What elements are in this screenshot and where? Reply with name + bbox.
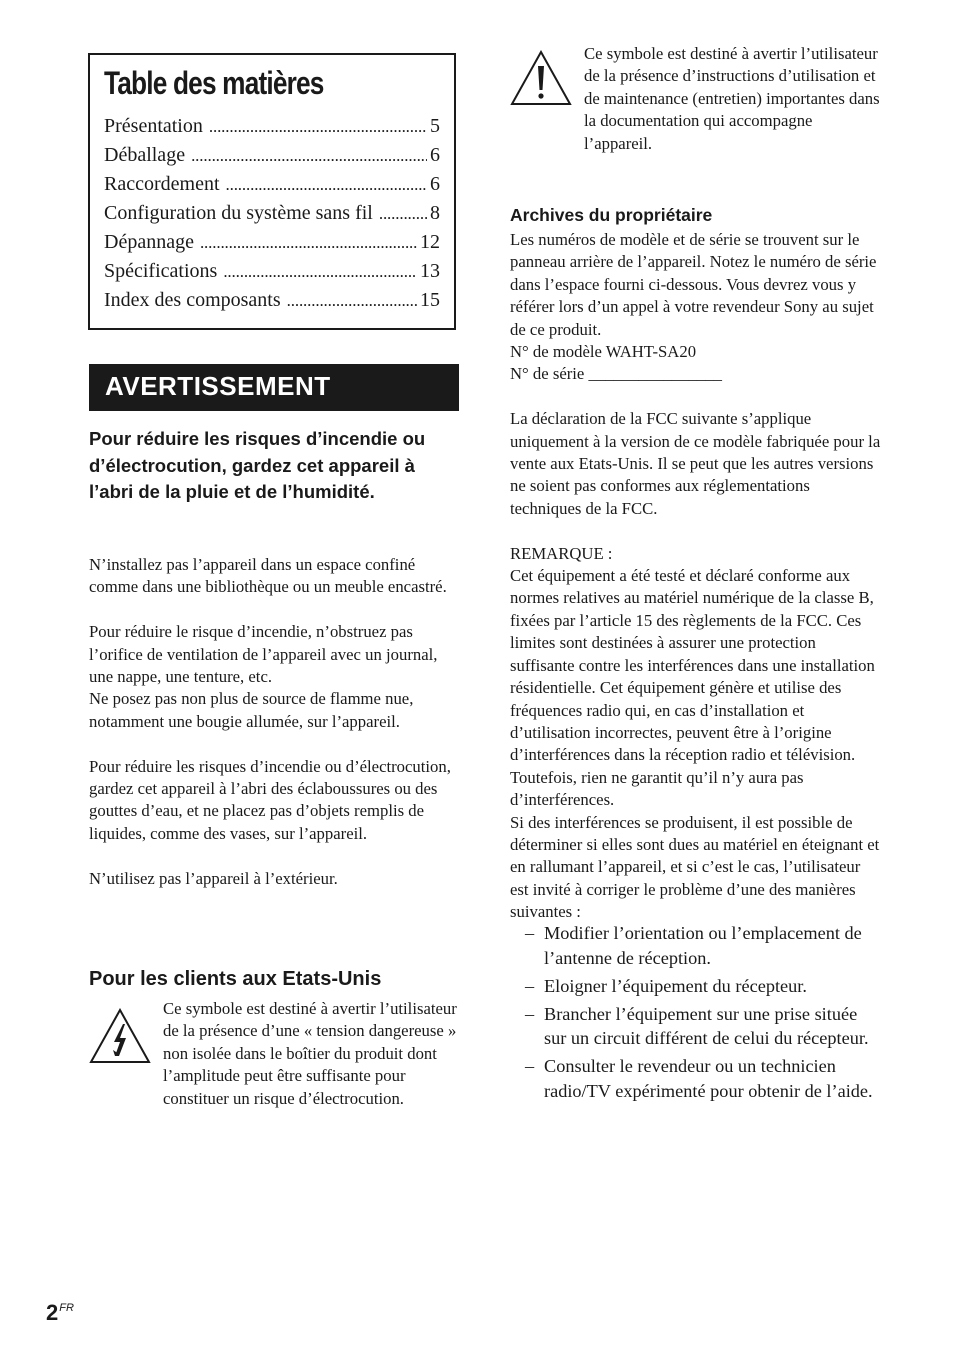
toc-entry[interactable] [104, 170, 440, 199]
toc-entry-page: 15 [420, 289, 440, 311]
toc-entry[interactable] [104, 228, 440, 257]
toc-entry-label: Spécifications [104, 260, 218, 282]
shock-warning-text: Ce symbole est destiné à avertir l’utilisateur de la présence d’une « tension dangereuse » non isolée dans le boîtier du produit dont l’amplitude peut être suffisante pour constituer un risque d’électrocution. [163, 999, 457, 1108]
toc-leader-dots [209, 112, 427, 141]
warning-body [89, 554, 461, 890]
toc-entry-page: 12 [420, 231, 440, 253]
warning-paragraph: Pour réduire les risques d’incendie ou d’électrocution, gardez cet appareil à l’abri des éclaboussures ou des gouttes d’eau, et ne placez pas d’objets remplis de liquides, comme des vases, sur l’appareil. [89, 756, 451, 843]
toc-entry-label: Dépannage [104, 231, 194, 253]
list-item-text: Consulter le revendeur ou un technicien radio/TV expérimenté pour obtenir de l’aide. [544, 1056, 873, 1101]
remark-text: Cet équipement a été testé et déclaré conforme aux normes relatives au matériel numérique de la classe B, fixées par l’article 15 des règlements de la FCC. Ces limites sont destinées à assurer une protection suffisante contre les interférences dans une installation résidentielle. Cet équipement génère et utilise des fréquences radio qui, en cas d’installation et d’utilisation incorrectes, peuvent être à l’origine d’interférences dans la réception radio et télévision. Toutefois, rien ne garantit qu’il n’y aura pas d’interférences. [510, 566, 875, 810]
toc-entry-page: 13 [420, 260, 440, 282]
toc-entry-page: 6 [430, 144, 440, 166]
toc-entry-label: Index des composants [104, 289, 281, 311]
serial-number-line: N° de série ________________ [510, 364, 722, 384]
toc-entry-page: 6 [430, 173, 440, 195]
exclamation-triangle-icon [510, 50, 572, 106]
lightning-triangle-icon [89, 1008, 151, 1064]
list-item [510, 1054, 882, 1103]
language-code: FR [59, 1302, 74, 1314]
list-item [510, 1002, 882, 1051]
toc-list [104, 112, 440, 315]
fcc-intro: La déclaration de la FCC suivante s’applique uniquement à la version de ce modèle fabriquée pour la vente aux Etats-Unis. Il se peut que les autres versions ne soient pas conformes aux réglementations techniques de la FCC. [510, 409, 881, 518]
warning-paragraph: Ne posez pas non plus de source de flamme nue, notamment une bougie allumée, sur l’appareil. [89, 689, 414, 731]
list-item-text: Eloigner l’équipement du récepteur. [544, 975, 807, 996]
toc-entry-page: 5 [430, 115, 440, 137]
toc-entry-page: 8 [430, 202, 440, 224]
dash-bullet: – [525, 1056, 535, 1077]
dash-bullet: – [525, 975, 535, 996]
toc-entry[interactable] [104, 199, 440, 228]
warning-lead: Pour réduire les risques d’incendie ou d’électrocution, gardez cet appareil à l’abri de la pluie et de l’humidité. [89, 428, 426, 502]
page-number-value: 2 [46, 1300, 59, 1325]
dash-bullet: – [525, 923, 535, 943]
toc-leader-dots [379, 199, 427, 228]
table-of-contents [88, 53, 456, 330]
toc-entry-label: Configuration du système sans fil [104, 202, 373, 224]
list-item [510, 921, 882, 970]
list-item [510, 974, 882, 999]
toc-title: Table des matières [104, 65, 324, 101]
owner-records-heading: Archives du propriétaire [510, 205, 713, 225]
toc-leader-dots [287, 286, 417, 315]
toc-entry-label: Raccordement [104, 173, 220, 195]
toc-entry[interactable] [104, 141, 440, 170]
owner-records-text: Les numéros de modèle et de série se trouvent sur le panneau arrière de l’appareil. Notez le numéro de série dans l’espace fourni ci-dessous. Vous devrez vous y référer lors d’un appel à votre revendeur Sony au sujet de ce produit. [510, 230, 877, 339]
warning-title: AVERTISSEMENT [105, 371, 331, 401]
list-item-text: Brancher l’équipement sur une prise située sur un circuit différent de celui du récepteur. [544, 1003, 869, 1049]
toc-leader-dots [191, 141, 427, 170]
toc-leader-dots [226, 170, 428, 199]
warning-paragraph: N’utilisez pas l’appareil à l’extérieur. [89, 868, 338, 888]
warning-paragraph: Pour réduire le risque d’incendie, n’obstruez pas l’orifice de ventilation de l’appareil avec un journal, une nappe, une tenture, etc. [89, 622, 438, 687]
owner-records-body [510, 229, 882, 924]
model-number-line: N° de modèle WAHT-SA20 [510, 342, 697, 362]
page-number [46, 1300, 74, 1326]
fcc-remedy-list [510, 921, 882, 1107]
toc-leader-dots [223, 257, 417, 286]
toc-entry-label: Présentation [104, 115, 203, 137]
list-item-text: Modifier l’orientation ou l’emplacement de l’antenne de réception. [544, 923, 862, 968]
us-customers-heading: Pour les clients aux Etats-Unis [89, 968, 382, 990]
dash-bullet: – [525, 1003, 535, 1024]
remark-text: Si des interférences se produisent, il est possible de déterminer si elles sont dues au matériel en éteignant et en rallumant l’appareil, et si c’est le cas, l’utilisateur est invité à corriger le problème d’une des manières suivantes : [510, 812, 880, 922]
warning-paragraph: N’installez pas l’appareil dans un espace confiné comme dans une bibliothèque ou un meuble encastré. [89, 555, 447, 597]
toc-entry[interactable] [104, 286, 440, 315]
instructions-notice-text: Ce symbole est destiné à avertir l’utilisateur de la présence d’instructions d’utilisation et de maintenance (entretien) importantes dans la documentation qui accompagne l’appareil. [584, 44, 880, 153]
toc-entry[interactable] [104, 112, 440, 141]
toc-leader-dots [200, 228, 417, 257]
toc-entry[interactable] [104, 257, 440, 286]
remark-label: REMARQUE : [510, 543, 613, 563]
toc-entry-label: Déballage [104, 144, 186, 166]
warning-header-bar [89, 364, 459, 411]
